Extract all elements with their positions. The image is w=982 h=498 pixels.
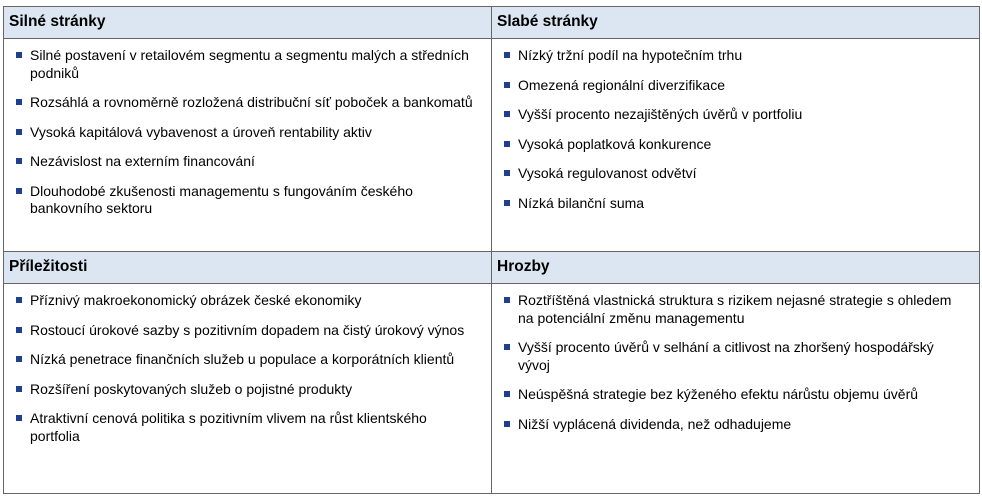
bullet-square-icon [16, 99, 22, 105]
strengths-quadrant [4, 7, 492, 252]
weaknesses-header: Slabé stránky [492, 7, 979, 39]
bullet-square-icon [504, 297, 510, 303]
list-item: Nízká penetrace finančních služeb u populace a korporátních klientů [4, 351, 491, 369]
bullet-square-icon [504, 344, 510, 350]
threats-list [492, 284, 979, 433]
bullet-square-icon [16, 188, 22, 194]
list-item: Rozsáhlá a rovnoměrně rozložená distribuční síť poboček a bankomatů [4, 94, 491, 112]
bullet-square-icon [504, 82, 510, 88]
threats-header: Hrozby [492, 252, 979, 284]
bullet-square-icon [504, 52, 510, 58]
bullet-square-icon [504, 200, 510, 206]
opportunities-header: Příležitosti [4, 252, 491, 284]
list-item: Neúspěšná strategie bez kýženého efektu nárůstu objemu úvěrů [492, 386, 979, 404]
list-item: Příznivý makroekonomický obrázek české ekonomiky [4, 292, 491, 310]
list-item: Rozšíření poskytovaných služeb o pojistné produkty [4, 381, 491, 399]
weaknesses-list [492, 39, 979, 212]
list-item: Vysoká regulovanost odvětví [492, 165, 979, 183]
list-item: Nižší vyplácená dividenda, než odhadujeme [492, 416, 979, 434]
swot-table [3, 6, 980, 494]
opportunities-list [4, 284, 491, 445]
list-item: Dlouhodobé zkušenosti managementu s fungováním českého bankovního sektoru [4, 183, 491, 218]
bullet-square-icon [16, 327, 22, 333]
bullet-square-icon [16, 386, 22, 392]
bullet-square-icon [504, 170, 510, 176]
list-item: Nízký tržní podíl na hypotečním trhu [492, 47, 979, 65]
weaknesses-quadrant [492, 7, 979, 252]
threats-quadrant [492, 252, 979, 493]
bullet-square-icon [504, 141, 510, 147]
bullet-square-icon [504, 421, 510, 427]
bullet-square-icon [16, 52, 22, 58]
bullet-square-icon [16, 158, 22, 164]
list-item: Roztříštěná vlastnická struktura s rizikem nejasné strategie s ohledem na potenciální změnu managementu [492, 292, 979, 327]
bullet-square-icon [504, 391, 510, 397]
list-item: Nízká bilanční suma [492, 195, 979, 213]
bullet-square-icon [16, 297, 22, 303]
strengths-list [4, 39, 491, 218]
strengths-header: Silné stránky [4, 7, 491, 39]
list-item: Silné postavení v retailovém segmentu a segmentu malých a středních podniků [4, 47, 491, 82]
list-item: Vysoká poplatková konkurence [492, 136, 979, 154]
list-item: Vyšší procento nezajištěných úvěrů v portfoliu [492, 106, 979, 124]
list-item: Atraktivní cenová politika s pozitivním vlivem na růst klientského portfolia [4, 410, 491, 445]
list-item: Rostoucí úrokové sazby s pozitivním dopadem na čistý úrokový výnos [4, 322, 491, 340]
bullet-square-icon [16, 415, 22, 421]
list-item: Vyšší procento úvěrů v selhání a citlivost na zhoršený hospodářský vývoj [492, 339, 979, 374]
list-item: Omezená regionální diverzifikace [492, 77, 979, 95]
bullet-square-icon [16, 129, 22, 135]
bullet-square-icon [16, 356, 22, 362]
bullet-square-icon [504, 111, 510, 117]
list-item: Nezávislost na externím financování [4, 153, 491, 171]
opportunities-quadrant [4, 252, 492, 493]
list-item: Vysoká kapitálová vybavenost a úroveň rentability aktiv [4, 124, 491, 142]
